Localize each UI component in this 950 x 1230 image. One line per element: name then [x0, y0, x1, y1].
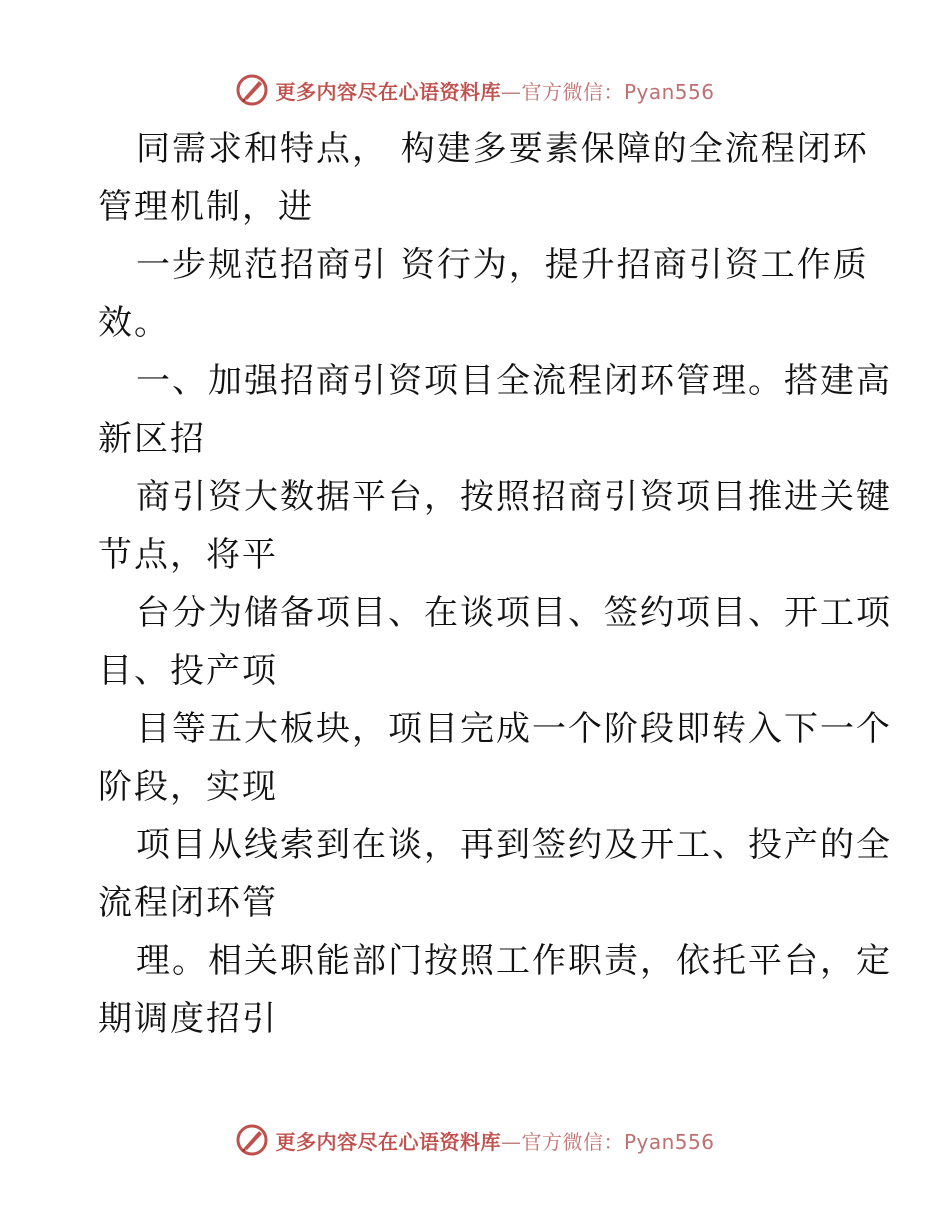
- watermark-text: [275, 1126, 714, 1155]
- text-line: 一步规范招商引 资行为，提升招商引资工作质: [136, 245, 869, 285]
- text-line: 流程闭环管: [98, 883, 278, 923]
- watermark-contact: 官方微信：Pyan556: [521, 79, 715, 104]
- text-line: 管理机制，进: [98, 187, 314, 227]
- watermark-separator: —: [500, 1129, 522, 1154]
- text-line: 阶段，实现: [98, 767, 278, 807]
- watermark-brand: 更多内容尽在心语资料库: [275, 79, 501, 104]
- document-body: [98, 120, 892, 1048]
- quill-pen-icon: [235, 73, 269, 107]
- text-line: 节点，将平: [98, 535, 278, 575]
- text-line: 目、投产项: [98, 651, 278, 691]
- header-watermark: [0, 70, 950, 110]
- text-line: 效。: [98, 303, 170, 343]
- text-line: 商引资大数据平台，按照招商引资项目推进关键: [136, 477, 892, 517]
- watermark-group: [235, 1123, 714, 1157]
- watermark-separator: —: [500, 79, 522, 104]
- text-line: 台分为储备项目、在谈项目、签约项目、开工项: [136, 593, 892, 633]
- footer-watermark: [0, 1120, 950, 1160]
- text-line: 新区招: [98, 419, 206, 459]
- watermark-brand: 更多内容尽在心语资料库: [275, 1129, 501, 1154]
- watermark-contact: 官方微信：Pyan556: [521, 1129, 715, 1154]
- text-line: 理。相关职能部门按照工作职责，依托平台，定: [136, 941, 892, 981]
- text-line: 同需求和特点， 构建多要素保障的全流程闭环: [136, 129, 869, 169]
- watermark-group: [235, 73, 714, 107]
- text-line: 一、加强招商引资项目全流程闭环管理。搭建高: [136, 361, 892, 401]
- text-line: 项目从线索到在谈，再到签约及开工、投产的全: [136, 825, 892, 865]
- text-line: 目等五大板块，项目完成一个阶段即转入下一个: [136, 709, 892, 749]
- text-line: 期调度招引: [98, 999, 278, 1039]
- quill-pen-icon: [235, 1123, 269, 1157]
- watermark-text: [275, 76, 714, 105]
